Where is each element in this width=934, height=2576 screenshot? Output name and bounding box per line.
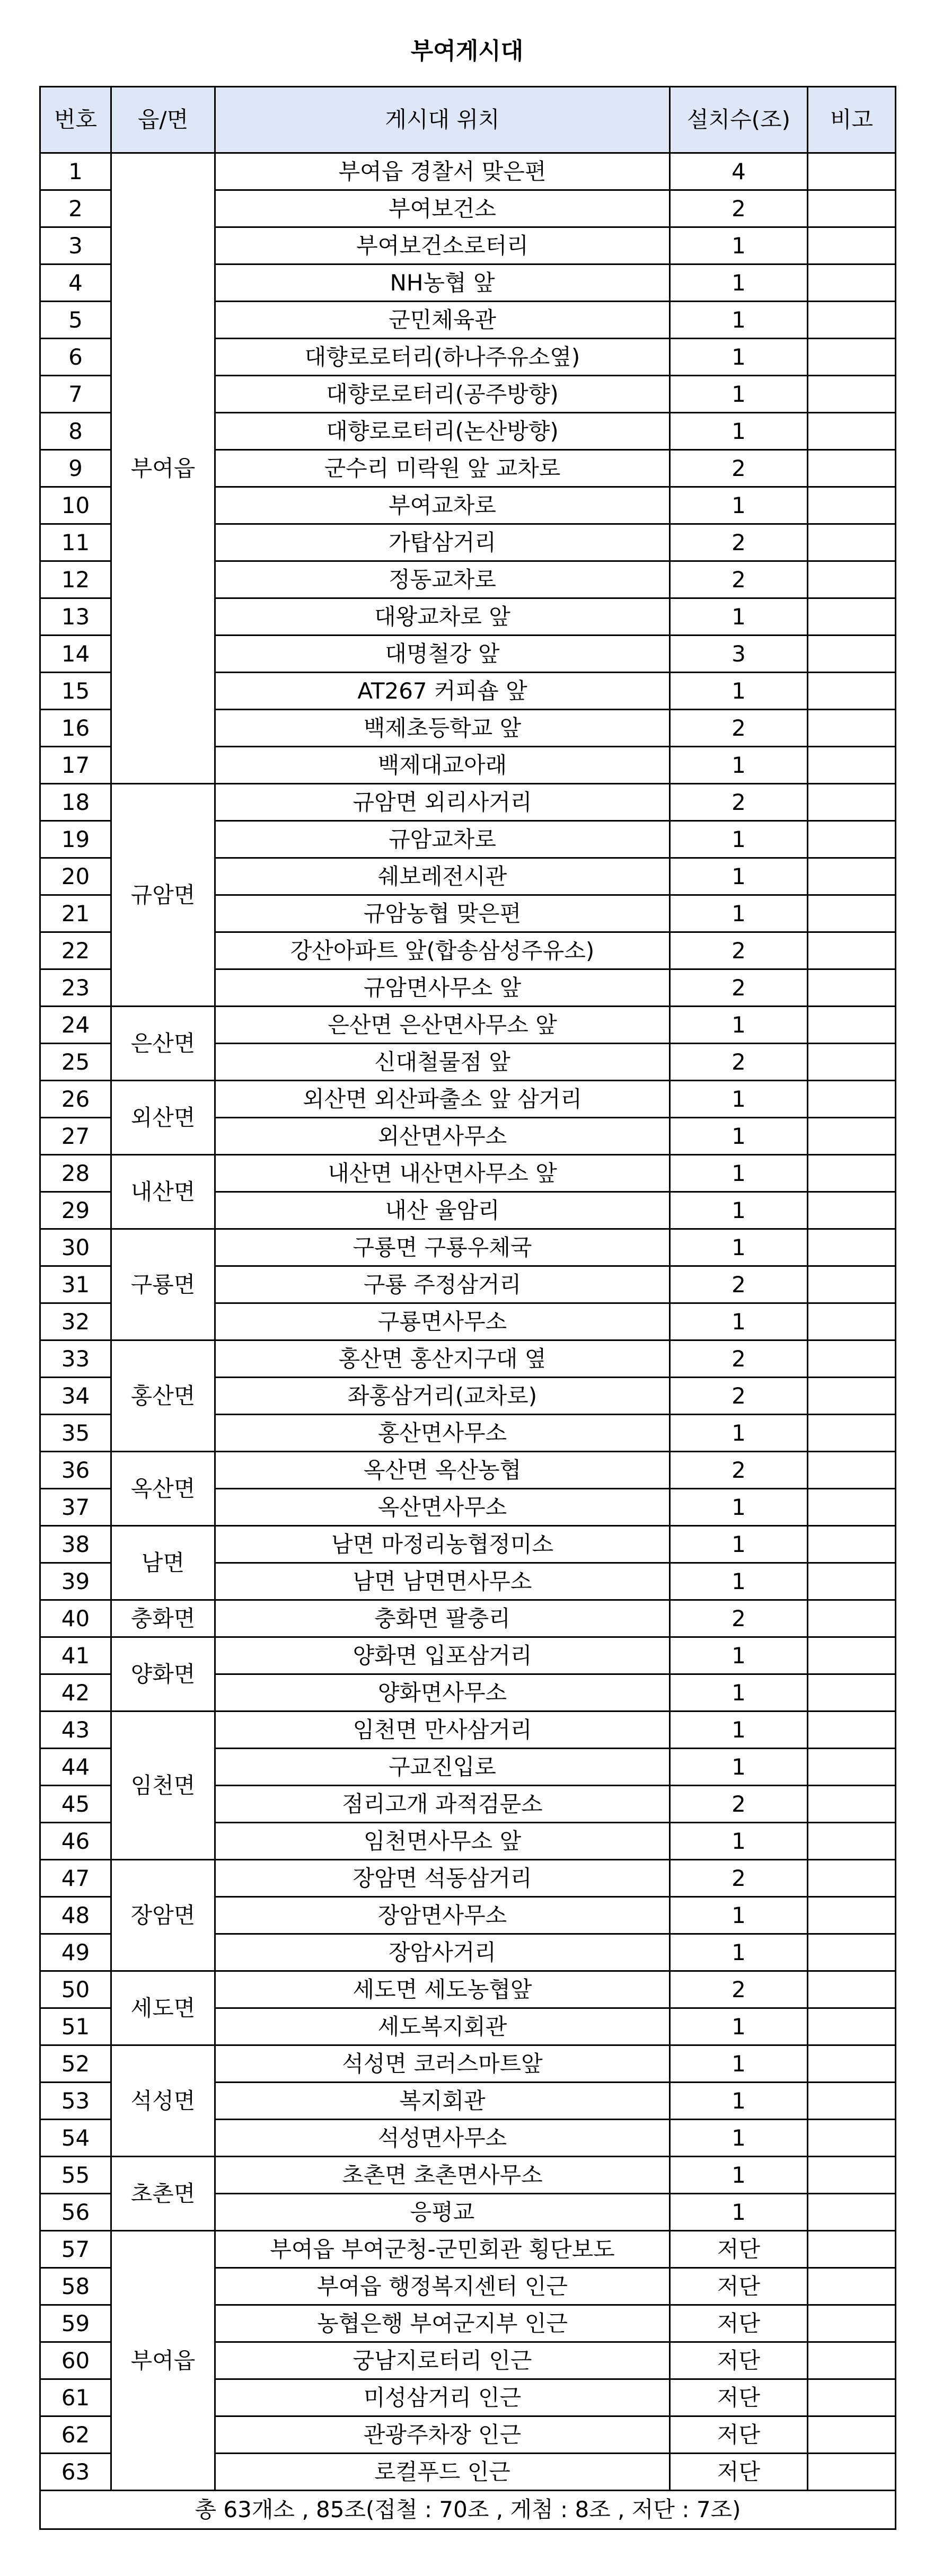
remark-cell: [808, 821, 896, 858]
row-number: 18: [40, 784, 111, 821]
location-cell: 군수리 미락원 앞 교차로: [215, 450, 670, 487]
count-cell: 저단: [670, 2342, 808, 2379]
row-number: 26: [40, 1081, 111, 1118]
row-number: 42: [40, 1674, 111, 1712]
count-cell: 저단: [670, 2379, 808, 2416]
row-number: 9: [40, 450, 111, 487]
row-number: 48: [40, 1897, 111, 1934]
remark-cell: [808, 2008, 896, 2045]
row-number: 5: [40, 302, 111, 339]
location-cell: 세도복지회관: [215, 2008, 670, 2045]
district-cell: 규암면: [111, 784, 215, 1007]
count-cell: 1: [670, 1489, 808, 1526]
count-cell: 2: [670, 710, 808, 747]
location-cell: 남면 남면면사무소: [215, 1563, 670, 1600]
count-cell: 1: [670, 1229, 808, 1266]
count-cell: 2: [670, 1860, 808, 1897]
row-number: 38: [40, 1526, 111, 1563]
row-number: 22: [40, 932, 111, 969]
table-row: [40, 153, 896, 190]
billboard-table: [39, 86, 896, 2530]
remark-cell: [808, 264, 896, 302]
district-cell: 장암면: [111, 1860, 215, 1971]
location-cell: 옥산면사무소: [215, 1489, 670, 1526]
row-number: 46: [40, 1823, 111, 1860]
row-number: 30: [40, 1229, 111, 1266]
count-cell: 2: [670, 784, 808, 821]
count-cell: 1: [670, 1749, 808, 1786]
header-remark: 비고: [808, 87, 896, 153]
row-number: 7: [40, 376, 111, 413]
row-number: 27: [40, 1118, 111, 1155]
count-cell: 1: [670, 1712, 808, 1749]
remark-cell: [808, 1860, 896, 1897]
location-cell: 대향로로터리(논산방향): [215, 413, 670, 450]
remark-cell: [808, 2454, 896, 2491]
remark-cell: [808, 710, 896, 747]
remark-cell: [808, 2416, 896, 2454]
row-number: 60: [40, 2342, 111, 2379]
remark-cell: [808, 1340, 896, 1378]
location-cell: 부여교차로: [215, 487, 670, 524]
remark-cell: [808, 413, 896, 450]
row-number: 52: [40, 2045, 111, 2083]
count-cell: 2: [670, 1266, 808, 1303]
remark-cell: [808, 1823, 896, 1860]
location-cell: 석성면 코러스마트앞: [215, 2045, 670, 2083]
table-row: [40, 1860, 896, 1897]
remark-cell: [808, 2268, 896, 2305]
count-cell: 1: [670, 747, 808, 784]
count-cell: 2: [670, 932, 808, 969]
summary-row: [40, 2491, 896, 2529]
location-cell: 농협은행 부여군지부 인근: [215, 2305, 670, 2342]
row-number: 15: [40, 673, 111, 710]
count-cell: 1: [670, 1303, 808, 1340]
district-cell: 은산면: [111, 1007, 215, 1081]
row-number: 20: [40, 858, 111, 895]
location-cell: 응평교: [215, 2194, 670, 2231]
remark-cell: [808, 1786, 896, 1823]
row-number: 41: [40, 1637, 111, 1674]
summary-text: 총 63개소 , 85조(접철 : 70조 , 게첨 : 8조 , 저단 : 7조): [40, 2491, 896, 2529]
row-number: 23: [40, 969, 111, 1007]
count-cell: 1: [670, 1674, 808, 1712]
count-cell: 1: [670, 2194, 808, 2231]
remark-cell: [808, 1266, 896, 1303]
location-cell: 좌홍삼거리(교차로): [215, 1378, 670, 1415]
district-cell: 홍산면: [111, 1340, 215, 1452]
row-number: 40: [40, 1600, 111, 1637]
location-cell: 가탑삼거리: [215, 524, 670, 561]
remark-cell: [808, 1452, 896, 1489]
count-cell: 1: [670, 1563, 808, 1600]
row-number: 29: [40, 1192, 111, 1229]
count-cell: 1: [670, 302, 808, 339]
remark-cell: [808, 2379, 896, 2416]
count-cell: 1: [670, 1637, 808, 1674]
remark-cell: [808, 858, 896, 895]
row-number: 49: [40, 1934, 111, 1971]
district-cell: 옥산면: [111, 1452, 215, 1526]
location-cell: 임천면사무소 앞: [215, 1823, 670, 1860]
location-cell: 정동교차로: [215, 561, 670, 598]
remark-cell: [808, 673, 896, 710]
row-number: 8: [40, 413, 111, 450]
count-cell: 2: [670, 1600, 808, 1637]
count-cell: 저단: [670, 2305, 808, 2342]
district-cell: 구룡면: [111, 1229, 215, 1340]
location-cell: 관광주차장 인근: [215, 2416, 670, 2454]
count-cell: 1: [670, 1007, 808, 1044]
row-number: 56: [40, 2194, 111, 2231]
count-cell: 2: [670, 1971, 808, 2008]
location-cell: 옥산면 옥산농협: [215, 1452, 670, 1489]
row-number: 33: [40, 1340, 111, 1378]
remark-cell: [808, 1563, 896, 1600]
location-cell: 양화면사무소: [215, 1674, 670, 1712]
count-cell: 2: [670, 1786, 808, 1823]
count-cell: 2: [670, 1378, 808, 1415]
remark-cell: [808, 376, 896, 413]
remark-cell: [808, 1934, 896, 1971]
location-cell: 규암농협 맞은편: [215, 895, 670, 932]
district-cell: 초촌면: [111, 2157, 215, 2231]
location-cell: 규암면사무소 앞: [215, 969, 670, 1007]
district-cell: 임천면: [111, 1712, 215, 1860]
count-cell: 1: [670, 1897, 808, 1934]
table-row: [40, 1526, 896, 1563]
location-cell: 대명철강 앞: [215, 636, 670, 673]
remark-cell: [808, 1897, 896, 1934]
count-cell: 2: [670, 524, 808, 561]
count-cell: 1: [670, 413, 808, 450]
row-number: 39: [40, 1563, 111, 1600]
location-cell: 장암면사무소: [215, 1897, 670, 1934]
table-row: [40, 1081, 896, 1118]
header-location: 게시대 위치: [215, 87, 670, 153]
location-cell: 신대철물점 앞: [215, 1044, 670, 1081]
location-cell: 대향로로터리(공주방향): [215, 376, 670, 413]
remark-cell: [808, 561, 896, 598]
count-cell: 2: [670, 1452, 808, 1489]
location-cell: 부여읍 행정복지센터 인근: [215, 2268, 670, 2305]
header-district: 읍/면: [111, 87, 215, 153]
row-number: 59: [40, 2305, 111, 2342]
count-cell: 1: [670, 1934, 808, 1971]
table-row: [40, 1340, 896, 1378]
count-cell: 1: [670, 339, 808, 376]
district-cell: 양화면: [111, 1637, 215, 1712]
remark-cell: [808, 190, 896, 227]
remark-cell: [808, 2045, 896, 2083]
count-cell: 1: [670, 821, 808, 858]
district-cell: 세도면: [111, 1971, 215, 2045]
remark-cell: [808, 339, 896, 376]
location-cell: 복지회관: [215, 2083, 670, 2120]
remark-cell: [808, 227, 896, 264]
location-cell: 부여보건소: [215, 190, 670, 227]
count-cell: 2: [670, 561, 808, 598]
header-number: 번호: [40, 87, 111, 153]
count-cell: 1: [670, 1415, 808, 1452]
count-cell: 4: [670, 153, 808, 190]
location-cell: 홍산면 홍산지구대 옆: [215, 1340, 670, 1378]
location-cell: 은산면 은산면사무소 앞: [215, 1007, 670, 1044]
row-number: 47: [40, 1860, 111, 1897]
row-number: 13: [40, 598, 111, 636]
table-row: [40, 1229, 896, 1266]
location-cell: 군민체육관: [215, 302, 670, 339]
row-number: 43: [40, 1712, 111, 1749]
row-number: 57: [40, 2231, 111, 2268]
count-cell: 1: [670, 1118, 808, 1155]
remark-cell: [808, 1007, 896, 1044]
count-cell: 1: [670, 2120, 808, 2157]
location-cell: 장암면 석동삼거리: [215, 1860, 670, 1897]
row-number: 16: [40, 710, 111, 747]
row-number: 1: [40, 153, 111, 190]
district-cell: 부여읍: [111, 2231, 215, 2491]
location-cell: 백제대교아래: [215, 747, 670, 784]
count-cell: 1: [670, 2045, 808, 2083]
remark-cell: [808, 2342, 896, 2379]
location-cell: 부여읍 부여군청-군민회관 횡단보도: [215, 2231, 670, 2268]
count-cell: 1: [670, 2157, 808, 2194]
remark-cell: [808, 1712, 896, 1749]
remark-cell: [808, 153, 896, 190]
row-number: 14: [40, 636, 111, 673]
district-cell: 내산면: [111, 1155, 215, 1229]
table-row: [40, 2231, 896, 2268]
location-cell: 로컬푸드 인근: [215, 2454, 670, 2491]
table-header-row: [40, 87, 896, 153]
count-cell: 저단: [670, 2231, 808, 2268]
row-number: 45: [40, 1786, 111, 1823]
remark-cell: [808, 1118, 896, 1155]
count-cell: 1: [670, 1081, 808, 1118]
table-row: [40, 1637, 896, 1674]
location-cell: 양화면 입포삼거리: [215, 1637, 670, 1674]
remark-cell: [808, 2157, 896, 2194]
table-row: [40, 1971, 896, 2008]
location-cell: 미성삼거리 인근: [215, 2379, 670, 2416]
location-cell: 부여읍 경찰서 맞은편: [215, 153, 670, 190]
location-cell: 홍산면사무소: [215, 1415, 670, 1452]
count-cell: 1: [670, 1526, 808, 1563]
page-title: 부여게시대: [410, 38, 524, 65]
row-number: 63: [40, 2454, 111, 2491]
remark-cell: [808, 1155, 896, 1192]
location-cell: 규암교차로: [215, 821, 670, 858]
remark-cell: [808, 1081, 896, 1118]
location-cell: 외산면사무소: [215, 1118, 670, 1155]
remark-cell: [808, 1415, 896, 1452]
row-number: 36: [40, 1452, 111, 1489]
count-cell: 저단: [670, 2416, 808, 2454]
table-row: [40, 1712, 896, 1749]
row-number: 58: [40, 2268, 111, 2305]
remark-cell: [808, 1044, 896, 1081]
row-number: 31: [40, 1266, 111, 1303]
row-number: 12: [40, 561, 111, 598]
table-row: [40, 1155, 896, 1192]
row-number: 32: [40, 1303, 111, 1340]
remark-cell: [808, 747, 896, 784]
location-cell: 부여보건소로터리: [215, 227, 670, 264]
count-cell: 저단: [670, 2268, 808, 2305]
location-cell: 쉐보레전시관: [215, 858, 670, 895]
row-number: 6: [40, 339, 111, 376]
remark-cell: [808, 1674, 896, 1712]
location-cell: 세도면 세도농협앞: [215, 1971, 670, 2008]
remark-cell: [808, 302, 896, 339]
remark-cell: [808, 598, 896, 636]
remark-cell: [808, 1303, 896, 1340]
row-number: 55: [40, 2157, 111, 2194]
row-number: 19: [40, 821, 111, 858]
location-cell: 남면 마정리농협정미소: [215, 1526, 670, 1563]
district-cell: 석성면: [111, 2045, 215, 2157]
location-cell: 구룡면 구룡우체국: [215, 1229, 670, 1266]
location-cell: AT267 커피숍 앞: [215, 673, 670, 710]
district-cell: 부여읍: [111, 153, 215, 784]
remark-cell: [808, 2194, 896, 2231]
remark-cell: [808, 1489, 896, 1526]
count-cell: 1: [670, 227, 808, 264]
count-cell: 2: [670, 1340, 808, 1378]
location-cell: 대왕교차로 앞: [215, 598, 670, 636]
location-cell: 규암면 외리사거리: [215, 784, 670, 821]
location-cell: NH농협 앞: [215, 264, 670, 302]
count-cell: 1: [670, 2008, 808, 2045]
row-number: 61: [40, 2379, 111, 2416]
row-number: 37: [40, 1489, 111, 1526]
remark-cell: [808, 1637, 896, 1674]
row-number: 3: [40, 227, 111, 264]
table-row: [40, 1452, 896, 1489]
count-cell: 1: [670, 673, 808, 710]
count-cell: 2: [670, 190, 808, 227]
row-number: 44: [40, 1749, 111, 1786]
table-body: [40, 153, 896, 2491]
count-cell: 1: [670, 895, 808, 932]
location-cell: 궁남지로터리 인근: [215, 2342, 670, 2379]
remark-cell: [808, 2120, 896, 2157]
count-cell: 3: [670, 636, 808, 673]
row-number: 50: [40, 1971, 111, 2008]
location-cell: 구룡 주정삼거리: [215, 1266, 670, 1303]
row-number: 10: [40, 487, 111, 524]
location-cell: 대향로로터리(하나주유소옆): [215, 339, 670, 376]
remark-cell: [808, 450, 896, 487]
remark-cell: [808, 1971, 896, 2008]
table-row: [40, 2157, 896, 2194]
count-cell: 1: [670, 2083, 808, 2120]
count-cell: 1: [670, 1823, 808, 1860]
count-cell: 2: [670, 450, 808, 487]
remark-cell: [808, 524, 896, 561]
table-row: [40, 1600, 896, 1637]
location-cell: 내산 율암리: [215, 1192, 670, 1229]
district-cell: 충화면: [111, 1600, 215, 1637]
row-number: 21: [40, 895, 111, 932]
count-cell: 1: [670, 858, 808, 895]
row-number: 53: [40, 2083, 111, 2120]
remark-cell: [808, 969, 896, 1007]
location-cell: 내산면 내산면사무소 앞: [215, 1155, 670, 1192]
remark-cell: [808, 784, 896, 821]
remark-cell: [808, 2083, 896, 2120]
location-cell: 외산면 외산파출소 앞 삼거리: [215, 1081, 670, 1118]
remark-cell: [808, 2231, 896, 2268]
row-number: 17: [40, 747, 111, 784]
count-cell: 1: [670, 1155, 808, 1192]
row-number: 2: [40, 190, 111, 227]
header-count: 설치수(조): [670, 87, 808, 153]
remark-cell: [808, 636, 896, 673]
count-cell: 2: [670, 1044, 808, 1081]
count-cell: 1: [670, 376, 808, 413]
row-number: 11: [40, 524, 111, 561]
count-cell: 1: [670, 1192, 808, 1229]
row-number: 34: [40, 1378, 111, 1415]
location-cell: 초촌면 초촌면사무소: [215, 2157, 670, 2194]
row-number: 62: [40, 2416, 111, 2454]
row-number: 35: [40, 1415, 111, 1452]
row-number: 51: [40, 2008, 111, 2045]
location-cell: 점리고개 과적검문소: [215, 1786, 670, 1823]
remark-cell: [808, 1378, 896, 1415]
remark-cell: [808, 1229, 896, 1266]
count-cell: 1: [670, 598, 808, 636]
count-cell: 2: [670, 969, 808, 1007]
location-cell: 구교진입로: [215, 1749, 670, 1786]
remark-cell: [808, 1749, 896, 1786]
remark-cell: [808, 1192, 896, 1229]
remark-cell: [808, 2305, 896, 2342]
count-cell: 1: [670, 264, 808, 302]
district-cell: 외산면: [111, 1081, 215, 1155]
count-cell: 1: [670, 487, 808, 524]
location-cell: 충화면 팔충리: [215, 1600, 670, 1637]
row-number: 54: [40, 2120, 111, 2157]
location-cell: 임천면 만사삼거리: [215, 1712, 670, 1749]
location-cell: 강산아파트 앞(합송삼성주유소): [215, 932, 670, 969]
district-cell: 남면: [111, 1526, 215, 1600]
remark-cell: [808, 895, 896, 932]
table-row: [40, 2045, 896, 2083]
remark-cell: [808, 1600, 896, 1637]
row-number: 4: [40, 264, 111, 302]
row-number: 25: [40, 1044, 111, 1081]
row-number: 28: [40, 1155, 111, 1192]
remark-cell: [808, 932, 896, 969]
location-cell: 구룡면사무소: [215, 1303, 670, 1340]
remark-cell: [808, 487, 896, 524]
count-cell: 저단: [670, 2454, 808, 2491]
row-number: 24: [40, 1007, 111, 1044]
location-cell: 장암사거리: [215, 1934, 670, 1971]
location-cell: 백제초등학교 앞: [215, 710, 670, 747]
location-cell: 석성면사무소: [215, 2120, 670, 2157]
remark-cell: [808, 1526, 896, 1563]
table-row: [40, 1007, 896, 1044]
table-row: [40, 784, 896, 821]
